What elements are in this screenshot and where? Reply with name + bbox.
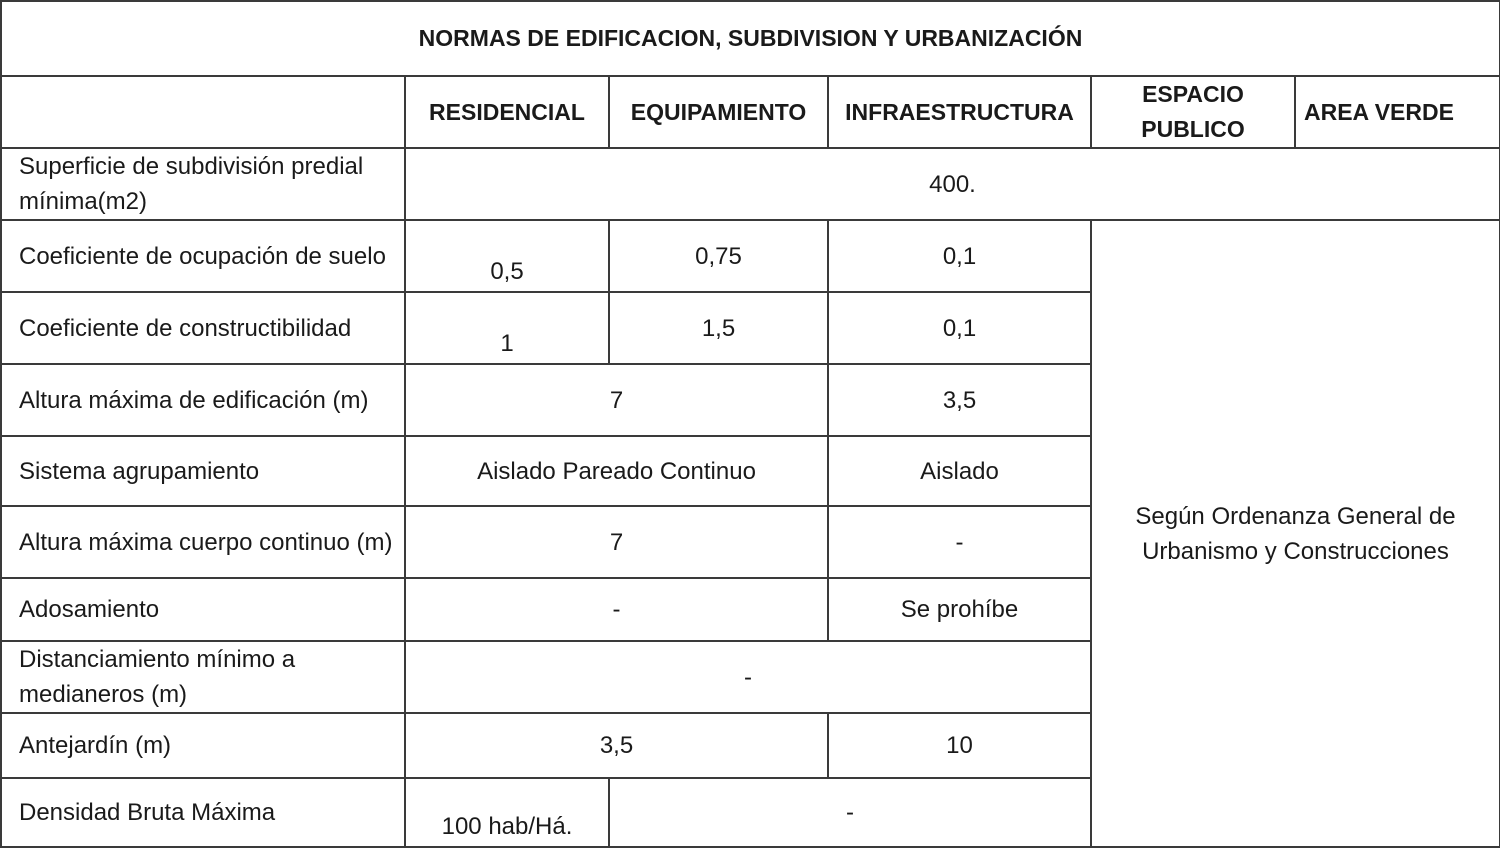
row-label: Sistema agrupamiento [1, 436, 405, 506]
row-label: Altura máxima cuerpo continuo (m) [1, 506, 405, 578]
table-row [1, 220, 1500, 292]
cell-residencial: 100 hab/Há. [405, 778, 609, 847]
cell-equipamiento: 0,75 [609, 220, 828, 292]
row-label: Coeficiente de constructibilidad [1, 292, 405, 364]
cell-infraestructura: - [828, 506, 1091, 578]
cell-res-equip: Aislado Pareado Continuo [405, 436, 828, 506]
header-infraestructura: INFRAESTRUCTURA [828, 76, 1091, 148]
cell-residencial: 0,5 [405, 220, 609, 292]
header-residencial: RESIDENCIAL [405, 76, 609, 148]
row-label: Distanciamiento mínimo a medianeros (m) [1, 641, 405, 713]
cell-value: 400. [405, 148, 1500, 220]
cell-value: - [405, 641, 1091, 713]
cell-res-equip: - [405, 578, 828, 641]
cell-infraestructura: Aislado [828, 436, 1091, 506]
cell-infraestructura: 3,5 [828, 364, 1091, 436]
cell-infraestructura: 10 [828, 713, 1091, 778]
row-label: Superficie de subdivisión predial mínima(m2) [1, 148, 405, 220]
header-blank [1, 76, 405, 148]
row-label: Densidad Bruta Máxima [1, 778, 405, 847]
cell-res-equip: 7 [405, 506, 828, 578]
row-label: Coeficiente de ocupación de suelo [1, 220, 405, 292]
header-equipamiento: EQUIPAMIENTO [609, 76, 828, 148]
cell-equip-infra: - [609, 778, 1091, 847]
cell-res-equip: 7 [405, 364, 828, 436]
table-title: NORMAS DE EDIFICACION, SUBDIVISION Y URBANIZACIÓN [1, 1, 1500, 76]
cell-res-equip: 3,5 [405, 713, 828, 778]
cell-infraestructura: Se prohíbe [828, 578, 1091, 641]
header-area-verde: AREA VERDE [1295, 76, 1500, 148]
cell-residencial: 1 [405, 292, 609, 364]
header-espacio-publico: ESPACIO PUBLICO [1091, 76, 1295, 148]
side-note: Según Ordenanza General de Urbanismo y Construcciones [1091, 220, 1500, 847]
table-row [1, 148, 1500, 220]
header-row [1, 76, 1500, 148]
row-label: Antejardín (m) [1, 713, 405, 778]
cell-infraestructura: 0,1 [828, 220, 1091, 292]
cell-equipamiento: 1,5 [609, 292, 828, 364]
row-label: Altura máxima de edificación (m) [1, 364, 405, 436]
row-label: Adosamiento [1, 578, 405, 641]
cell-infraestructura: 0,1 [828, 292, 1091, 364]
